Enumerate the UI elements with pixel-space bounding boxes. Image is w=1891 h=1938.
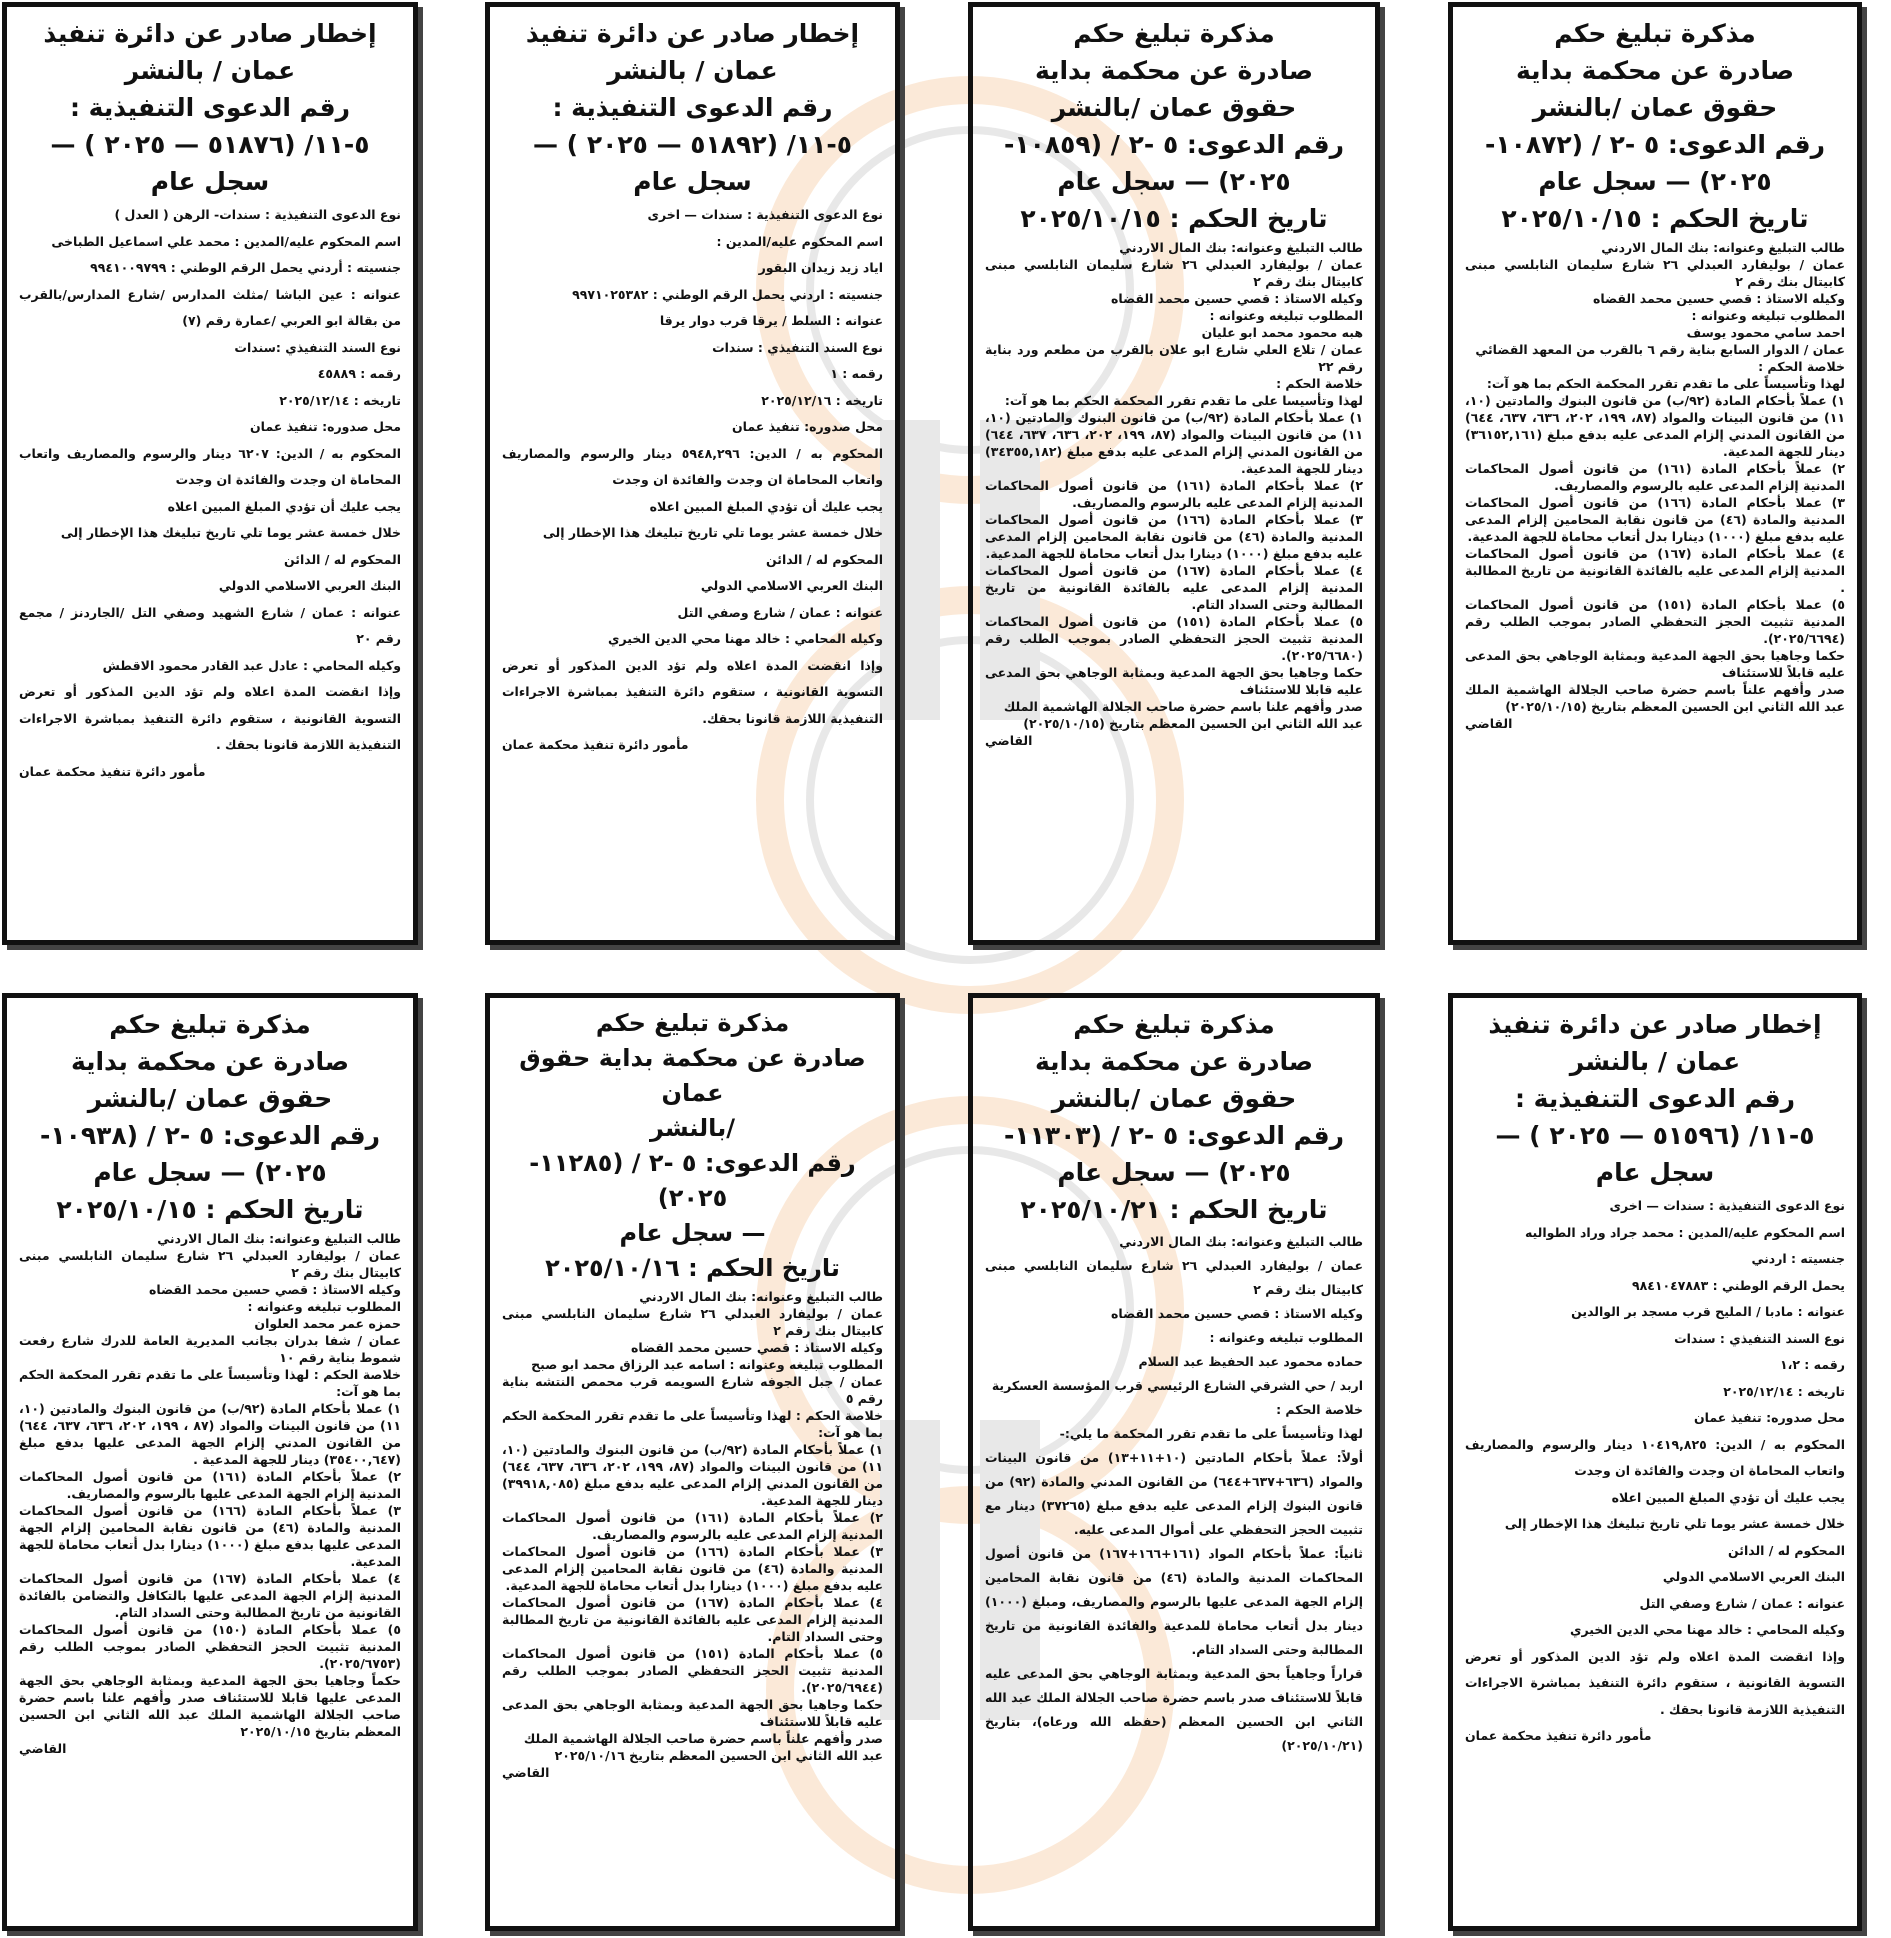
body-line: وكيله الاستاذ : قصي حسين محمد القضاه: [631, 1340, 883, 1355]
body-line: عمان / بوليفارد العبدلي ٢٦ شارع سليمان النابلسي مبنى كابيتال بنك رقم ٢: [502, 1306, 883, 1338]
body-line: المحكوم به / الدين: ٦٢٠٧ دينار والرسوم والمصاريف واتعاب المحاماة ان وجدت والفائدة ان وجدت: [19, 445, 401, 487]
body-line: طالب التبليغ وعنوانه: بنك المال الاردني: [1119, 1234, 1363, 1249]
body-line: ٤) عملا بأحكام المادة (١٦٧) من قانون أصول المحاكمات المدنية إلزام المدعى عليه بالفائدة القانونية من تاريخ المطالبة وحتى السداد التام.: [502, 1595, 883, 1644]
title-line: ٢٠٢٥) — سجل عام: [1057, 167, 1291, 196]
body-line: اسم المحكوم عليه/المدين : محمد علي اسماعيل الطباخى: [51, 233, 401, 249]
signature: مأمور دائرة تنفيذ محكمة عمان: [1465, 1728, 1652, 1743]
body-line: رقمه : ٤٥٨٨٩: [317, 366, 401, 381]
notice-title: [985, 15, 1363, 237]
notice-title: [1465, 15, 1845, 237]
title-line: رقم الدعوى: ٥ -٢ / (١١٣٠٣-: [1003, 1121, 1345, 1150]
body-line: نوع الدعوى التنفيذية : سندات — اخرى: [1609, 1198, 1845, 1213]
body-line: خلال خمسة عشر يوما تلي تاريخ تبليغك هذا الإخطار إلى: [542, 525, 883, 540]
body-line: ٥) عملا بأحكام المادة (١٥١) من قانون أصول المحاكمات المدنية تثبيت الحجز التحفظي الصادر بموجب الطلب رقم (٢٠٢٥/٦٦٩٤).: [1465, 597, 1845, 646]
body-line: جنسيته : أردني يحمل الرقم الوطني : ٩٩٤١٠٠٩٧٩٩: [90, 260, 401, 275]
signature: القاضي: [985, 733, 1033, 748]
notice-body: [1465, 1193, 1845, 1750]
body-line: عمان / الدوار السابع بناية رقم ٦ بالقرب من المعهد القضائي: [1475, 342, 1845, 357]
title-line: ٥-١١/ (٥١٨٧٦ — ٢٠٢٥ ) —: [50, 130, 370, 159]
body-line: عنوانه : السلط / يرقا قرب دوار يرقا: [659, 313, 883, 328]
body-line: عمان / تلاع العلي شارع ابو علان بالقرب من مطعم ورد بناية رقم ٢٢: [985, 342, 1363, 374]
body-line: يجب عليك أن تؤدي المبلغ المبين اعلاه: [1611, 1489, 1845, 1505]
body-line: نوع السند التنفيذي : سندات: [712, 339, 883, 355]
body-line: ٢) عملاً بأحكام المادة (١٦١) من قانون أصول المحاكمات المدنية إلزام الجهة المدعى عليها بالرسوم والمصاريف.: [19, 1469, 401, 1501]
title-line: رقم الدعوى: ٥ -٢ / (١٠٨٧٢-: [1484, 130, 1826, 159]
body-line: لهذا وتأسيسا على ما تقدم تقرر المحكمة الحكم بما هو آت:: [1004, 393, 1363, 408]
body-line: عنوانه : عمان / شارع الشهيد وصفي التل /الجاردنز / مجمع رقم ٢٠: [19, 604, 401, 646]
body-line: صدر وأفهم علناً باسم حضرة صاحب الجلالة الهاشمية الملك عبد الله الثاني ابن الحسين المعظم بتاريخ (٢٠٢٥/١٠/١٥): [1465, 682, 1845, 714]
body-line: المحكوم به / الدين: ٥٩٤٨,٢٩٦ دينار والرسوم والمصاريف واتعاب المحاماة ان وجدت والفائدة ان وجدت: [502, 445, 883, 487]
body-line: المحكوم له / الدائن: [284, 551, 401, 567]
body-line: طالب التبليغ وعنوانه: بنك المال الاردني: [639, 1289, 883, 1304]
notice-title: [502, 15, 883, 200]
body-line: تاريخه : ٢٠٢٥/١٢/١٦: [761, 392, 883, 408]
notice-body: [1465, 239, 1845, 732]
body-line: المطلوب تبليغه وعنوانه :: [247, 1299, 401, 1314]
body-line: محل صدوره: تنفيذ عمان: [731, 419, 883, 434]
title-line: مذكرة تبليغ حكم: [595, 1009, 790, 1037]
notice-box: [968, 993, 1380, 1931]
body-line: المحكوم له / الدائن: [1728, 1542, 1845, 1558]
body-line: عنوانه : عمان / شارع وصفي التل: [1639, 1595, 1845, 1611]
body-line: نوع الدعوى التنفيذية : سندات- الرهن ( العدل ): [114, 207, 401, 222]
signature: القاضي: [502, 1765, 550, 1780]
title-line: إخطار صادر عن دائرة تنفيذ: [1488, 1010, 1822, 1039]
body-line: ٤) عملا بأحكام المادة (١٦٧) من قانون أصول المحاكمات المدنية إلزام المدعى عليه بالفائدة القانونية من تاريخ المطالبة وحتى السداد التام.: [985, 563, 1363, 612]
title-line: سجل عام: [150, 167, 270, 196]
body-line: ٥) عملا بأحكام المادة (١٥١) من قانون أصول المحاكمات المدنية تثبيت الحجز التحفظي الصادر بموجب الطلب رقم (٢٠٢٥/٦٦٨٠).: [985, 614, 1363, 663]
title-line: سجل عام: [1595, 1158, 1715, 1187]
notice-box: [968, 2, 1380, 945]
title-line: — سجل عام: [619, 1219, 766, 1247]
body-line: عنوانه : عمان / شارع وصفي التل: [677, 604, 883, 620]
title-line: ٢٠٢٥) — سجل عام: [93, 1158, 327, 1187]
body-line: يجب عليك أن تؤدي المبلغ المبين اعلاه: [649, 498, 883, 514]
title-line: تاريخ الحكم : ٢٠٢٥/١٠/٢١: [1020, 1195, 1328, 1224]
body-line: قراراً وجاهياً بحق المدعية وبمثابة الوجاهي بحق المدعى عليه قابلاً للاستئناف صدر باسم حضرة صاحب الجلالة الملك عبد الله الثاني ابن الحسين المعظم (حفظه الله ورعاه)، بتاريخ (٢٠٢٥/١٠/٢١): [985, 1666, 1363, 1753]
title-line: تاريخ الحكم : ٢٠٢٥/١٠/١٥: [1020, 204, 1328, 233]
body-line: ٥) عملا بأحكام المادة (١٥١) من قانون أصول المحاكمات المدنية تثبيت الحجز التحفظي الصادر بموجب الطلب رقم (٢٠٢٥/٦٩٤٤).: [502, 1646, 883, 1695]
body-line: ١) عملاً بأحكام المادة (٩٢/ب) من قانون البنوك والمادتين (١٠، ١١) من قانون البينات والمواد (٨٧، ١٩٩، ٢٠٢، ٦٣٦، ٦٣٧، ٦٤٤) من القانون المدني إلزام المدعى عليه بدفع مبلغ (٣٦١٥٢,١٦١) دينار للجهة المدعية.: [1465, 393, 1846, 459]
title-line: صادرة عن محكمة بداية: [70, 1047, 350, 1076]
notice-title: [502, 1006, 883, 1286]
body-line: ٢) عملا بأحكام المادة (١٦١) من قانون أصول المحاكمات المدنية إلزام المدعى عليه بالرسوم والمصاريف.: [985, 478, 1363, 510]
body-line: وإذا انقضت المدة اعلاه ولم تؤد الدين المذكور أو تعرض التسوية القانونية ، ستقوم دائرة التنفيذ بمباشرة الاجراءات التنفيذية اللازمة قانونا بحقك.: [502, 657, 883, 726]
body-line: وكيله الاستاذ : قصي حسين محمد القضاه: [1111, 291, 1363, 306]
body-line: ٣) عملاً بأحكام المادة (١٦٦) من قانون أصول المحاكمات المدنية والمادة (٤٦) من قانون نقابة المحامين إلزام الجهة المدعى عليها بدفع مبلغ (١٠٠٠) دينارا بدل أتعاب محاماة للجهة المدعية.: [19, 1503, 402, 1569]
title-line: حقوق عمان /بالنشر: [87, 1084, 333, 1113]
body-line: حكما وجاهيا بحق الجهة المدعية وبمثابة الوجاهي بحق المدعى عليه قابلاً للاستئناف: [1465, 648, 1845, 680]
body-line: ٥) عملا بأحكام المادة (١٥٠) من قانون أصول المحاكمات المدنية تثبيت الحجز التحفظي الصادر بموجب الطلب رقم (٢٠٢٥/٦٧٥٣).: [19, 1622, 401, 1671]
body-line: ٢) عملاً بأحكام المادة (١٦١) من قانون أصول المحاكمات المدنية إلزام المدعى عليه بالرسوم والمصاريف.: [1465, 461, 1845, 493]
body-line: نوع السند التنفيذي :سندات: [234, 339, 401, 355]
body-line: عنوانه : مادبا / المليح قرب مسجد بر الوالدين: [1571, 1304, 1845, 1319]
body-line: جنسيته : اردني: [1751, 1251, 1845, 1266]
body-line: ٤) عملا بأحكام المادة (١٦٧) من قانون أصول المحاكمات المدنية إلزام الجهة المدعى عليها بالتكافل والتضامن بالفائدة القانونية من تاريخ المطالبة وحتى السداد التام.: [19, 1571, 401, 1620]
body-line: عبد الله الثاني ابن الحسين المعظم بتاريخ ٢٠٢٥/١٠/١٦: [554, 1748, 883, 1763]
title-line: رقم الدعوى التنفيذية :: [69, 93, 351, 122]
body-line: رقمه : ١،٢: [1779, 1357, 1845, 1372]
body-line: حكما وجاهيا بحق الجهة المدعية وبمثابة الوجاهي بحق المدعى عليه قابلاً للاستئناف: [502, 1697, 883, 1729]
title-line: مذكرة تبليغ حكم: [1073, 1010, 1275, 1039]
body-line: اربد / حي الشرقي الشارع الرئيسي قرب المؤسسة العسكرية: [991, 1378, 1363, 1393]
body-line: لهذا وتأسيساً على ما تقدم تقرر المحكمة ما يلي:-: [1059, 1426, 1363, 1441]
title-line: /بالنشر: [650, 1114, 735, 1142]
signature: مأمور دائرة تنفيذ محكمة عمان: [502, 737, 689, 752]
body-line: تاريخه : ٢٠٢٥/١٢/١٤: [1723, 1383, 1845, 1399]
signature: القاضي: [19, 1741, 67, 1756]
body-line: صدر وأفهم علناً باسم حضرة صاحب الجلالة الهاشمية الملك: [523, 1731, 883, 1746]
body-line: عمان / بوليفارد العبدلي ٢٦ شارع سليمان النابلسي مبنى كابيتال بنك رقم ٢: [985, 257, 1363, 289]
notice-box: [485, 2, 900, 945]
title-line: تاريخ الحكم : ٢٠٢٥/١٠/١٦: [545, 1254, 840, 1282]
body-line: ٣) عملا بأحكام المادة (١٦٦) من قانون أصول المحاكمات المدنية والمادة (٤٦) من قانون نقابة المحامين إلزام المدعى عليه بدفع مبلغ (١٠٠٠) دينارا بدل أتعاب محاماة للجهة المدعية.: [1465, 495, 1845, 544]
title-line: مذكرة تبليغ حكم: [109, 1010, 311, 1039]
title-line: ٥-١١/ (٥١٨٩٢ — ٢٠٢٥ ) —: [532, 130, 853, 159]
title-line: سجل عام: [633, 167, 752, 196]
body-line: اسم المحكوم عليه/المدين : محمد جراد وراد الطواليه: [1524, 1224, 1845, 1240]
body-line: وإذا انقضت المدة اعلاه ولم تؤد الدين المذكور أو تعرض التسوية القانونية ، ستقوم دائرة التنفيذ بمباشرة الاجراءات التنفيذية اللازمة قانونا بحقك .: [19, 684, 401, 752]
body-line: محل صدوره: تنفيذ عمان: [249, 419, 401, 434]
body-line: البنك العربي الاسلامي الدولي: [1662, 1569, 1845, 1584]
body-line: أولاً: عملاً بأحكام المادتين (١٠+١١+١٣) من قانون البينات والمواد (٦٣٦+٦٣٧+٦٤٤) من القانون المدني والمادة (٩٢) من قانون البنوك إلزام المدعى عليه بدفع مبلغ (٣٧٢٦٥) دينار مع تثبيت الحجز التحفظي على أموال المدعى عليه.: [985, 1450, 1364, 1537]
body-line: محل صدوره: تنفيذ عمان: [1693, 1410, 1845, 1425]
body-line: عمان / بوليفارد العبدلي ٢٦ شارع سليمان النابلسي مبنى كابيتال بنك رقم ٢: [985, 1258, 1363, 1297]
title-line: إخطار صادر عن دائرة تنفيذ: [525, 19, 860, 48]
notice-body: [985, 1230, 1363, 1758]
body-line: خلال خمسة عشر يوما تلي تاريخ تبليغك هذا الإخطار إلى: [1504, 1516, 1845, 1531]
notice-title: [19, 1006, 401, 1228]
notice-title: [19, 15, 401, 200]
body-line: ثانياً: عملاً بأحكام المواد (١٦١+١٦٦+١٦٧) من قانون أصول المحاكمات المدنية والمادة (٤٦) من قانون نقابة المحامين إلزام الجهة المدعى عليها بالرسوم والمصاريف، ومبلغ (١٠٠٠) دينار بدل أتعاب محاماة للمدعية والفائدة القانونية من تاريخ المطالبة وحتى السداد التام.: [985, 1546, 1363, 1657]
body-line: جنسيته : اردني يحمل الرقم الوطني : ٩٩٧١٠٢٥٣٨٢: [572, 286, 883, 302]
title-line: تاريخ الحكم : ٢٠٢٥/١٠/١٥: [56, 1195, 364, 1224]
body-line: ٣) عملا بأحكام المادة (١٦٦) من قانون أصول المحاكمات المدنية والمادة (٤٦) من قانون نقابة المحامين إلزام المدعى عليه بدفع مبلغ (١٠٠٠) دينارا بدل أتعاب محاماة للجهة المدعية.: [985, 512, 1363, 561]
body-line: البنك العربي الاسلامي الدولي: [700, 578, 883, 593]
body-line: وكيله المحامي : عادل عبد القادر محمود الاقطش: [102, 657, 401, 673]
title-line: عمان / بالنشر: [1569, 1047, 1741, 1076]
body-line: حماده محمود عبد الحفيظ عبد السلام: [1138, 1354, 1363, 1369]
notice-body: [985, 239, 1363, 749]
notice-box: [1448, 2, 1862, 945]
body-line: طالب التبليغ وعنوانه: بنك المال الاردني: [1601, 240, 1845, 255]
body-line: حكما وجاهيا بحق الجهة المدعية وبمثابة الوجاهي بحق المدعى عليه قابلا للاستئناف: [985, 665, 1363, 697]
title-line: صادرة عن محكمة بداية: [1034, 56, 1314, 85]
body-line: حمزه عمر محمد العلوان: [254, 1316, 401, 1331]
notice-title: [1465, 1006, 1845, 1191]
notice-box: [2, 2, 418, 945]
title-line: صادرة عن محكمة بداية: [1034, 1047, 1314, 1076]
body-line: خلاصة الحكم :: [1276, 376, 1363, 391]
body-line: رقمه : ١: [830, 366, 883, 381]
title-line: رقم الدعوى التنفيذية :: [1514, 1084, 1796, 1113]
notice-body: [502, 1288, 883, 1781]
notice-body: [19, 202, 401, 785]
title-line: صادرة عن محكمة بداية: [1515, 56, 1795, 85]
title-line: حقوق عمان /بالنشر: [1051, 93, 1297, 122]
notice-box: [485, 993, 900, 1931]
body-line: لهذا وتأسيساً على ما تقدم تقرر المحكمة الحكم بما هو آت:: [1486, 376, 1845, 391]
body-line: خلاصة الحكم :: [1758, 359, 1845, 374]
body-line: عنوانه : عين الباشا /مثلث المدارس /شارع المدارس/بالقرب من بقالة ابو العربي /عمارة رقم (٧): [19, 286, 401, 328]
notice-box: [2, 993, 418, 1931]
body-line: اياد زيد زيدان البقور: [758, 260, 883, 275]
title-line: مذكرة تبليغ حكم: [1554, 19, 1756, 48]
title-line: رقم الدعوى التنفيذية :: [552, 93, 833, 122]
title-line: رقم الدعوى: ٥ -٢ / (١٠٨٥٩-: [1003, 130, 1345, 159]
notice-body: [502, 202, 883, 759]
body-line: اسم المحكوم عليه/المدين :: [716, 233, 883, 249]
body-line: تاريخه : ٢٠٢٥/١٢/١٤: [279, 392, 401, 408]
title-line: ٥-١١/ (٥١٥٩٦ — ٢٠٢٥ ) —: [1495, 1121, 1815, 1150]
body-line: عبد الله الثاني ابن الحسين المعظم بتاريخ (٢٠٢٥/١٠/١٥): [1023, 716, 1363, 731]
title-line: مذكرة تبليغ حكم: [1073, 19, 1275, 48]
body-line: عمان / بوليفارد العبدلي ٢٦ شارع سليمان النابلسي مبنى كابيتال بنك رقم ٢: [1465, 257, 1845, 289]
body-line: المطلوب تبليغه وعنوانه :: [1209, 308, 1363, 323]
body-line: احمد سامي محمود يوسف: [1686, 325, 1845, 340]
body-line: خلاصة الحكم :: [1276, 1402, 1363, 1417]
body-line: المحكوم به / الدين: ١٠٤١٩,٨٢٥ دينار والرسوم والمصاريف واتعاب المحاماة ان وجدت والفائدة ان وجدت: [1465, 1436, 1845, 1478]
body-line: المحكوم له / الدائن: [766, 551, 883, 567]
body-line: ٤) عملا بأحكام المادة (١٦٧) من قانون أصول المحاكمات المدنية إلزام المدعى عليه بالفائدة القانونية من تاريخ المطالبة .: [1465, 546, 1845, 595]
notice-box: [1448, 993, 1862, 1931]
body-line: نوع السند التنفيذي : سندات: [1674, 1330, 1845, 1346]
body-line: وكيله الاستاذ : قصي حسين محمد القضاه: [1111, 1306, 1363, 1321]
title-line: عمان / بالنشر: [607, 56, 778, 85]
title-line: حقوق عمان /بالنشر: [1051, 1084, 1297, 1113]
title-line: حقوق عمان /بالنشر: [1532, 93, 1778, 122]
body-line: المطلوب تبليغه وعنوانه :: [1691, 308, 1845, 323]
title-line: إخطار صادر عن دائرة تنفيذ: [43, 19, 377, 48]
body-line: ١) عملاً بأحكام المادة (٩٢/ب) من قانون البنوك والمادتين (١٠، ١١) من قانون البينات والمواد (٨٧، ١٩٩، ٢٠٢، ٦٣٦، ٦٣٧، ٦٤٤) من القانون المدني إلزام المدعى عليه بدفع مبلغ (٣٩٩١٨,٠٨٥) دينار للجهة المدعية.: [502, 1442, 883, 1508]
notice-title: [985, 1006, 1363, 1228]
body-line: ١) عملا بأحكام المادة (٩٢/ب) من قانون البنوك والمادتين (١٠، ١١) من قانون البينات والمواد (٨٧، ١٩٩، ٢٠٢، ٦٣٦، ٦٣٧، ٦٤٤) من القانون المدني إلزام المدعى عليه بدفع مبلغ (٣٤٣٥٥,١٨٢) دينار للجهة المدعية.: [985, 410, 1363, 476]
body-line: طالب التبليغ وعنوانه: بنك المال الاردني: [1119, 240, 1363, 255]
body-line: حكماً وجاهيا بحق الجهة المدعية وبمثابة الوجاهي بحق الجهة المدعى عليها قابلا للاستئناف صدر وأفهم علنا باسم حضرة صاحب الجلالة الهاشمية الملك عبد الله الثاني ابن الحسين المعظم بتاريخ ٢٠٢٥/١٠/١٥: [19, 1673, 401, 1739]
title-line: صادرة عن محكمة بداية حقوق عمان: [519, 1044, 866, 1107]
notice-body: [19, 1230, 401, 1757]
body-line: وكيله المحامي : خالد مهنا محي الدين الخيري: [1570, 1622, 1845, 1637]
body-line: المطلوب تبليغه وعنوانه :: [1209, 1330, 1363, 1345]
body-line: وكيله المحامي : خالد مهنا محي الدين الخيري: [608, 631, 883, 646]
title-line: عمان / بالنشر: [124, 56, 296, 85]
body-line: يحمل الرقم الوطني : ٩٨٤١٠٤٧٨٨٣: [1631, 1277, 1845, 1293]
body-line: المطلوب تبليغه وعنوانه : اسامه عبد الرزاق محمد ابو صبح: [531, 1357, 883, 1372]
body-line: هبه محمود محمد ابو عليان: [1201, 325, 1363, 340]
body-line: ٣) عملا بأحكام المادة (١٦٦) من قانون أصول المحاكمات المدنية والمادة (٤٦) من قانون نقابة المحامين إلزام المدعى عليه بدفع مبلغ (١٠٠٠) دينارا بدل أتعاب محاماة للجهة المدعية.: [502, 1544, 883, 1593]
body-line: خلاصة الحكم : لهذا وتأسيساً على ما تقدم تقرر المحكمة الحكم بما هو آت:: [19, 1367, 401, 1399]
body-line: يجب عليك أن تؤدي المبلغ المبين اعلاه: [167, 498, 401, 514]
body-line: صدر وأفهم علنا باسم حضرة صاحب الجلالة الهاشمية الملك: [1003, 699, 1363, 714]
signature: مأمور دائرة تنفيذ محكمة عمان: [19, 763, 206, 779]
body-line: ١) عملا بأحكام المادة (٩٢/ب) من قانون البنوك والمادتين (١٠، ١١) من قانون البينات والمواد (٨٧ ، ١٩٩، ٢٠٢، ٦٣٦، ٦٣٧، ٦٤٤) من القانون المدني إلزام الجهة المدعى عليها بدفع مبلغ (٣٥٤٠٠,٦٤٧) دينار للجهة المدعية .: [19, 1401, 402, 1467]
body-line: عمان / بوليفارد العبدلي ٢٦ شارع سليمان النابلسي مبنى كابيتال بنك رقم ٢: [19, 1248, 401, 1280]
title-line: تاريخ الحكم : ٢٠٢٥/١٠/١٥: [1501, 204, 1809, 233]
title-line: رقم الدعوى: ٥ -٢ / (١١٢٨٥- ٢٠٢٥): [529, 1149, 856, 1212]
title-line: ٢٠٢٥) — سجل عام: [1057, 1158, 1291, 1187]
body-line: عمان / جبل الجوفه شارع السويمه قرب محمص النتشه بناية رقم ٥: [502, 1374, 883, 1406]
title-line: رقم الدعوى: ٥ -٢ / (١٠٩٣٨-: [39, 1121, 381, 1150]
body-line: طالب التبليغ وعنوانه: بنك المال الاردني: [157, 1231, 401, 1246]
body-line: نوع الدعوى التنفيذية : سندات — اخرى: [647, 207, 883, 222]
body-line: عمان / شفا بدران بجانب المديرية العامة للدرك شارع رفعت شموط بناية رقم ١٠: [19, 1333, 401, 1365]
body-line: وكيله الاستاذ : قصي حسين محمد القضاه: [1593, 291, 1845, 306]
body-line: خلاصة الحكم : لهذا وتأسيساً على ما تقدم تقرر المحكمة الحكم بما هو آت:: [502, 1408, 883, 1440]
body-line: وإذا انقضت المدة اعلاه ولم تؤد الدين المذكور أو تعرض التسوية القانونية ، ستقوم دائرة التنفيذ بمباشرة الاجراءات التنفيذية اللازمة قانونا بحقك .: [1465, 1648, 1845, 1717]
body-line: البنك العربي الاسلامي الدولي: [218, 578, 401, 593]
body-line: وكيله الاستاذ : قصي حسين محمد القضاه: [149, 1282, 401, 1297]
body-line: ٢) عملاً بأحكام المادة (١٦١) من قانون أصول المحاكمات المدنية إلزام المدعى عليه بالرسوم والمصاريف.: [502, 1510, 883, 1542]
title-line: ٢٠٢٥) — سجل عام: [1538, 167, 1772, 196]
signature: القاضي: [1465, 716, 1513, 731]
body-line: خلال خمسة عشر يوما تلي تاريخ تبليغك هذا الإخطار إلى: [60, 525, 401, 540]
